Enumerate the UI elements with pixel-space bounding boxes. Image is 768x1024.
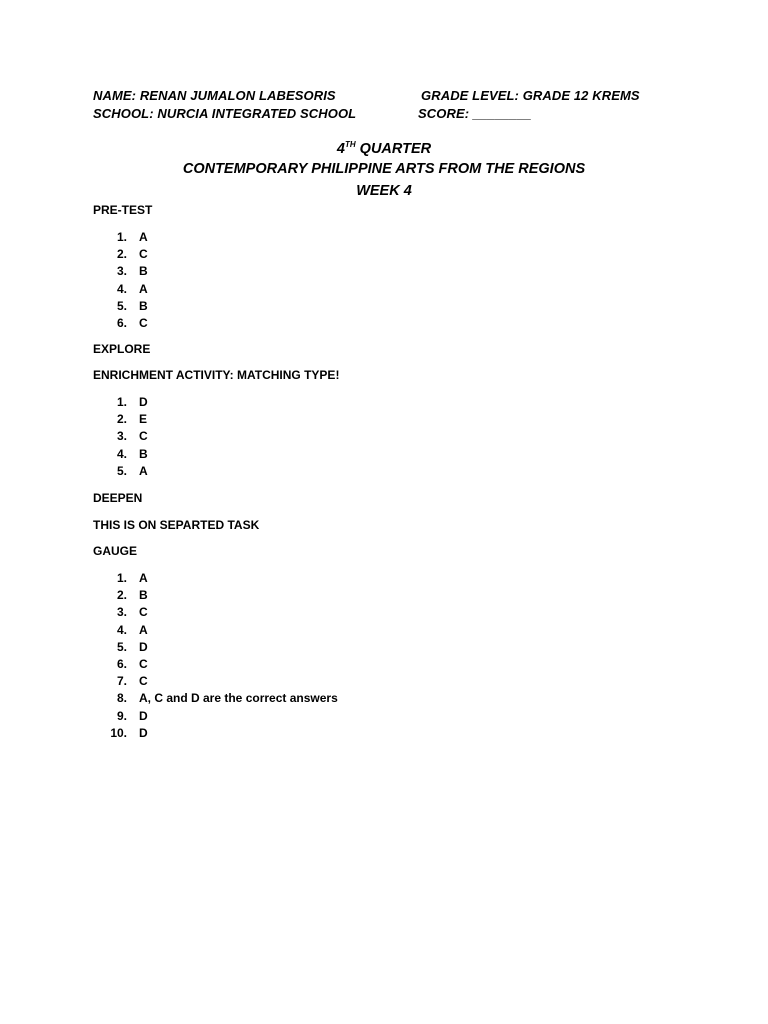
student-name: NAME: RENAN JUMALON LABESORIS <box>93 88 336 103</box>
answer-item <box>93 725 338 742</box>
answer-number: 2. <box>116 588 127 603</box>
answer-value: D <box>139 725 148 740</box>
deepen-label: DEEPEN <box>93 491 143 505</box>
answer-number: 9. <box>116 708 127 723</box>
answer-value: B <box>139 264 148 279</box>
answer-value: C <box>139 656 148 671</box>
answer-item <box>93 570 338 587</box>
answer-number: 5. <box>116 463 127 478</box>
answer-item <box>93 673 338 690</box>
answer-number: 3. <box>116 264 127 279</box>
gauge-label: GAUGE <box>93 544 138 558</box>
answer-item <box>93 604 338 621</box>
pretest-answer-list <box>93 229 148 332</box>
answer-value: B <box>139 446 148 461</box>
answer-value: A, C and D are the correct answers <box>139 691 338 706</box>
answer-number: 3. <box>116 605 127 620</box>
week-title: WEEK 4 <box>356 183 412 199</box>
answer-item <box>93 622 338 639</box>
answer-value: E <box>139 412 148 427</box>
answer-value: C <box>139 315 148 330</box>
answer-item <box>93 263 148 280</box>
answer-value: A <box>139 571 148 585</box>
answer-number: 6. <box>116 315 127 330</box>
answer-value: C <box>139 674 148 689</box>
answer-item <box>93 298 148 315</box>
quarter-suffix: TH <box>344 140 356 149</box>
answer-item <box>93 411 148 428</box>
answer-number: 10. <box>110 725 127 740</box>
answer-number: 7. <box>116 674 127 689</box>
answer-value: D <box>139 395 148 409</box>
answer-number: 4. <box>116 281 127 296</box>
answer-item <box>93 463 148 480</box>
answer-item <box>93 229 148 246</box>
quarter-number: 4 <box>336 141 345 157</box>
answer-number: 2. <box>116 412 127 427</box>
answer-item <box>93 708 338 725</box>
answer-value: A <box>139 622 148 637</box>
subject-title: CONTEMPORARY PHILIPPINE ARTS FROM THE REGIONS <box>182 161 586 177</box>
answer-number: 1. <box>116 571 127 585</box>
answer-value: D <box>139 639 148 654</box>
explore-label: EXPLORE <box>93 342 151 356</box>
answer-value: B <box>139 588 148 603</box>
answer-number: 3. <box>116 429 127 444</box>
school-name: SCHOOL: NURCIA INTEGRATED SCHOOL <box>93 106 357 121</box>
answer-value: A <box>139 281 148 296</box>
answer-number: 8. <box>116 691 127 706</box>
answer-item <box>93 428 148 445</box>
answer-number: 4. <box>116 446 127 461</box>
answer-number: 6. <box>116 656 127 671</box>
deepen-note: THIS IS ON SEPARTED TASK <box>93 518 260 532</box>
answer-item <box>93 446 148 463</box>
answer-item <box>93 639 338 656</box>
answer-item <box>93 315 148 332</box>
answer-item <box>93 587 338 604</box>
answer-number: 4. <box>116 622 127 637</box>
answer-item <box>93 656 338 673</box>
answer-item <box>93 394 148 411</box>
answer-number: 1. <box>116 230 127 244</box>
answer-number: 1. <box>116 395 127 409</box>
answer-value: C <box>139 429 148 444</box>
answer-value: A <box>139 230 148 244</box>
answer-number: 5. <box>116 298 127 313</box>
score-field: SCORE: ________ <box>418 106 532 121</box>
answer-value: A <box>139 463 148 478</box>
pretest-label: PRE-TEST <box>93 203 153 217</box>
quarter-word: QUARTER <box>359 141 432 157</box>
gauge-answer-list <box>93 570 338 742</box>
answer-number: 5. <box>116 639 127 654</box>
enrichment-activity-label: ENRICHMENT ACTIVITY: MATCHING TYPE! <box>93 368 340 382</box>
answer-value: D <box>139 708 148 723</box>
grade-level: GRADE LEVEL: GRADE 12 KREMS <box>421 88 640 103</box>
answer-item <box>93 246 148 263</box>
answer-item <box>93 281 148 298</box>
answer-item <box>93 690 338 707</box>
answer-value: C <box>139 247 148 262</box>
quarter-heading <box>0 141 768 157</box>
answer-value: B <box>139 298 148 313</box>
answer-value: C <box>139 605 148 620</box>
answer-number: 2. <box>116 247 127 262</box>
explore-answer-list <box>93 394 148 480</box>
